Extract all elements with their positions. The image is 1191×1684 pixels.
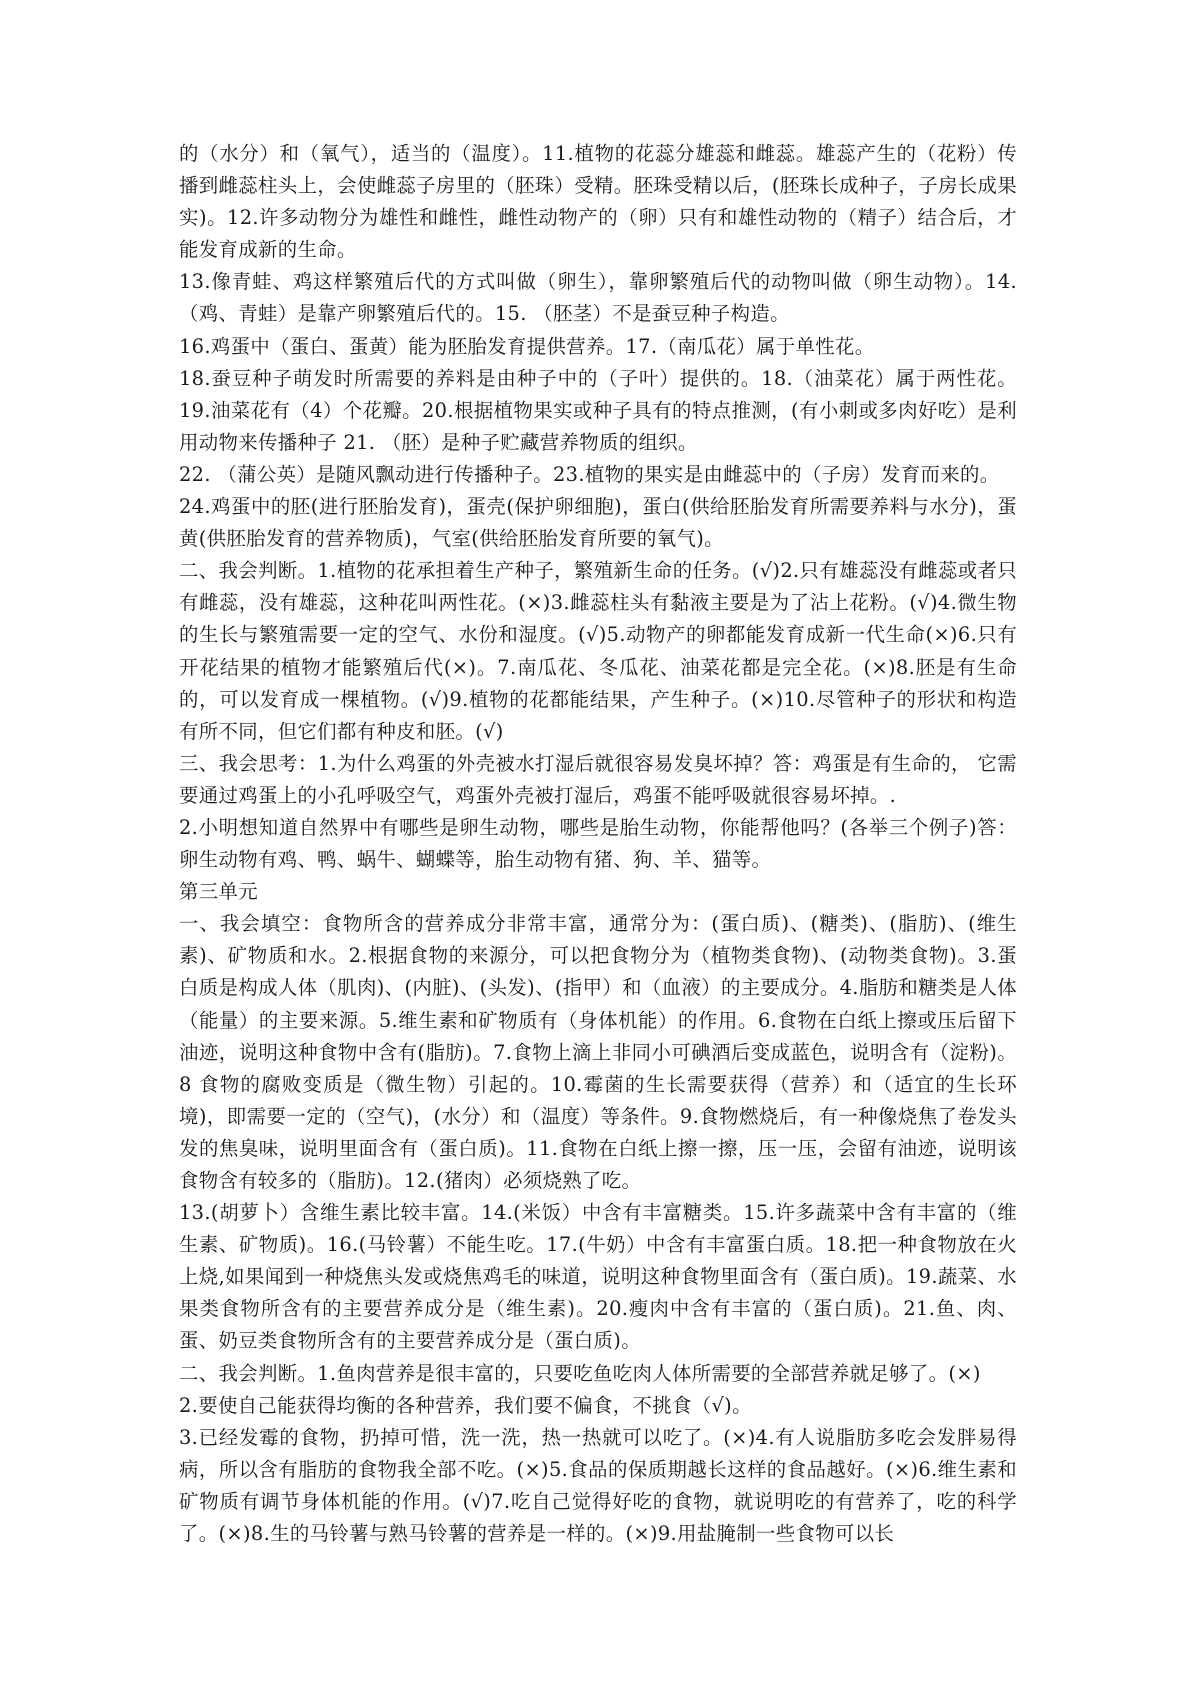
paragraph-unit3-true-false-3: 3.已经发霉的食物，扔掉可惜，洗一洗，热一热就可以吃了。(×)4.有人说脂肪多吃会发胖易得病，所以含有脂肪的食物我全部不吃。(×)5.食品的保质期越长这样的食品越好。(×)6.维生素和矿物质有调节身体机能的作用。(√)7.吃自己觉得好吃的食物，就说明吃的有营养了，吃的科学了。(×)8.生的马铃薯与熟马铃薯的营养是一样的。(×)9.用盐腌制一些食物可以长 (179, 1425, 1017, 1546)
paragraph-unit2-think-2: 2.小明想知道自然界中有哪些是卵生动物，哪些是胎生动物，你能帮他吗？(各举三个例子)答：卵生动物有鸡、鸭、蜗牛、蝴蝶等，胎生动物有猪、狗、羊、猫等。 (179, 815, 1017, 872)
paragraph-unit3-fill-blank: 一、我会填空：食物所含的营养成分非常丰富，通常分为：(蛋白质)、(糖类)、(脂肪)、(维生素)、矿物质和水。2.根据食物的来源分，可以把食物分为（植物类食物)、(动物类食物)。3.蛋白质是构成人体（肌肉)、(内脏)、(头发)、(指甲）和（血液）的主要成分。4.脂肪和糖类是人体（能量）的主要来源。5.维生素和矿物质有（身体机能）的作用。6.食物在白纸上擦或压后留下油迹，说明这种食物中含有(脂肪)。7.食物上滴上非同小可碘酒后变成蓝色，说明含有（淀粉)。8 食物的腐败变质是（微生物）引起的。10.霉菌的生长需要获得（营养）和（适宜的生长环境)，即需要一定的（空气)，(水分）和（温度）等条件。9.食物燃烧后，有一种像烧焦了卷发头发的焦臭味，说明里面含有（蛋白质)。11.食物在白纸上擦一擦，压一压，会留有油迹，说明该食物含有较多的（脂肪)。12.(猪肉）必须烧熟了吃。 (179, 912, 1017, 1192)
paragraph-unit3-true-false-2: 2.要使自己能获得均衡的各种营养，我们要不偏食，不挑食（√)。 (179, 1393, 752, 1417)
paragraph-unit2-fill-blank-13: 13.像青蛙、鸡这样繁殖后代的方式叫做（卵生），靠卵繁殖后代的动物叫做（卵生动物）。14.（鸡、青蛙）是靠产卵繁殖后代的。15. （胚茎）不是蚕豆种子构造。 (179, 270, 1017, 326)
paragraph-unit2-fill-blank-18: 18.蚕豆种子萌发时所需要的养料是由种子中的（子叶）提供的。18.（油菜花）属于两性花。19.油菜花有（4）个花瓣。20.根据植物果实或种子具有的特点推测，(有小刺或多肉好吃）是利用动物来传播种子 21. （胚）是种子贮藏营养物质的组织。 (179, 366, 1017, 454)
paragraph-unit2-fill-blank-22: 22. （蒲公英）是随风飘动进行传播种子。23.植物的果实是由雌蕊中的（子房）发育而来的。 (179, 462, 1000, 486)
paragraph-unit2-fill-blank-16: 16.鸡蛋中（蛋白、蛋黄）能为胚胎发育提供营养。17.（南瓜花）属于单性花。 (179, 334, 875, 358)
paragraph-unit2-fill-blank-24: 24.鸡蛋中的胚(进行胚胎发育)，蛋壳(保护卵细胞)，蛋白(供给胚胎发育所需要养料与水分)，蛋黄(供胚胎发育的营养物质)，气室(供给胚胎发育所要的氧气)。 (179, 495, 1017, 551)
paragraph-unit3-fill-blank-13: 13.(胡萝卜）含维生素比较丰富。14.(米饭）中含有丰富糖类。15.许多蔬菜中含有丰富的（维生素、矿物质)。16.(马铃薯）不能生吃。17.(牛奶）中含有丰富蛋白质。18.把一种食物放在火上烧,如果闻到一种烧焦头发或烧焦鸡毛的味道，说明这种食物里面含有（蛋白质)。19.蔬菜、水果类食物所含有的主要营养成分是（维生素)。20.瘦肉中含有丰富的（蛋白质)。21.鱼、肉、蛋、奶豆类食物所含有的主要营养成分是（蛋白质)。 (179, 1201, 1017, 1353)
section-heading-unit3: 第三单元 (179, 880, 258, 904)
paragraph-unit2-think-1: 三、我会思考：1.为什么鸡蛋的外壳被水打湿后就很容易发臭坏掉？答：鸡蛋是有生命的， 它需要通过鸡蛋上的小孔呼吸空气，鸡蛋外壳被打湿后，鸡蛋不能呼吸就很容易坏掉。. (179, 751, 1017, 807)
paragraph-unit3-true-false-1: 二、我会判断。1.鱼肉营养是很丰富的，只要吃鱼吃肉人体所需要的全部营养就足够了。(×) (179, 1361, 981, 1385)
document-body (179, 138, 1017, 1550)
paragraph-unit2-fill-blank-cont: 的（水分）和（氧气），适当的（温度）。11.植物的花蕊分雄蕊和雌蕊。雄蕊产生的（花粉）传播到雌蕊柱头上，会使雌蕊子房里的（胚珠）受精。胚珠受精以后，(胚珠长成种子，子房长成果实)。12.许多动物分为雄性和雌性，雌性动物产的（卵）只有和雄性动物的（精子）结合后，才能发育成新的生命。 (179, 142, 1017, 262)
paragraph-unit2-true-false: 二、我会判断。1.植物的花承担着生产种子，繁殖新生命的任务。(√)2.只有雄蕊没有雌蕊或者只有雌蕊，没有雄蕊，这种花叫两性花。(×)3.雌蕊柱头有黏液主要是为了沾上花粉。(√)4.微生物的生长与繁殖需要一定的空气、水份和湿度。(√)5.动物产的卵都能发育成新一代生命(×)6.只有开花结果的植物才能繁殖后代(×)。7.南瓜花、冬瓜花、油菜花都是完全花。(×)8.胚是有生命的，可以发育成一棵植物。(√)9.植物的花都能结果，产生种子。(×)10.尽管种子的形状和构造有所不同，但它们都有种皮和胚。(√) (179, 559, 1017, 743)
